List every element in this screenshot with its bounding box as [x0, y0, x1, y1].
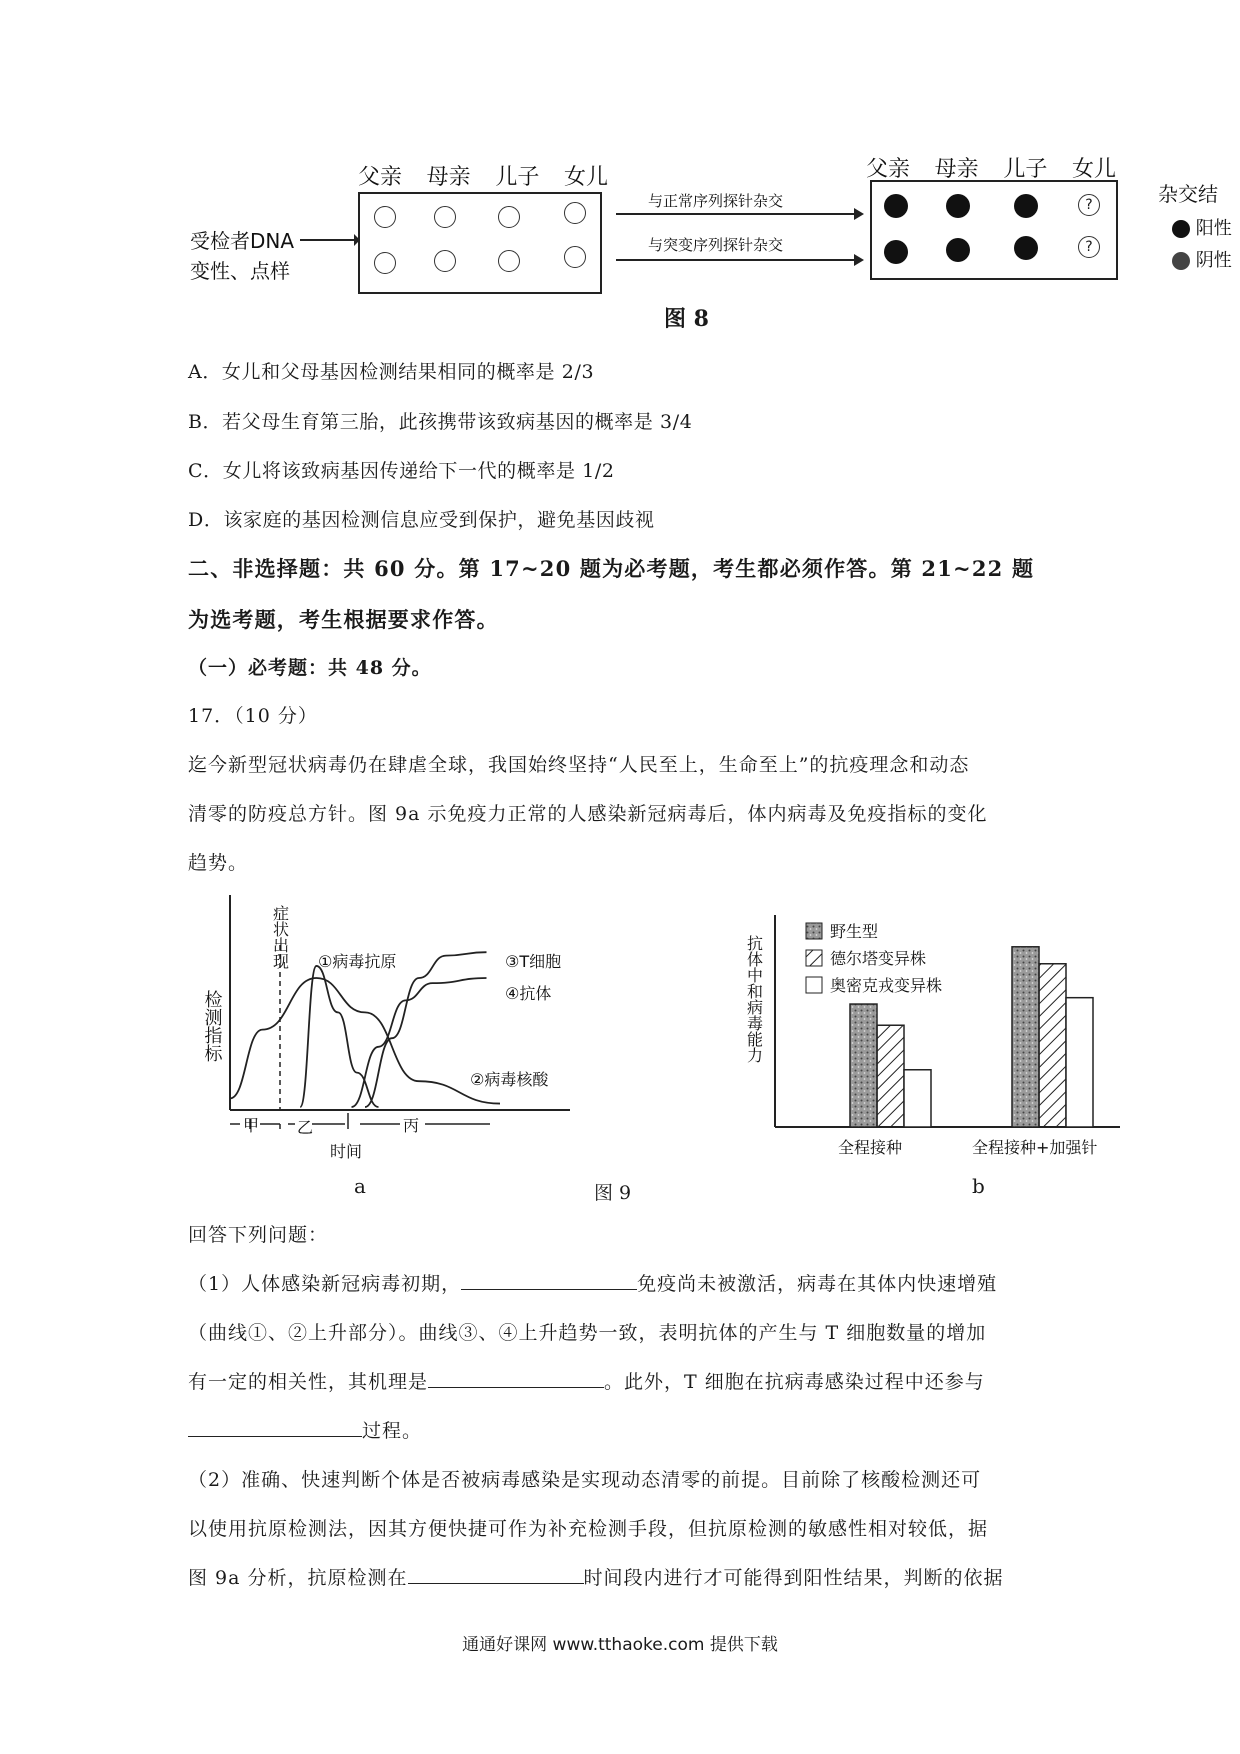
- legend-swatch-delta: [806, 950, 822, 966]
- sample-dot: [564, 202, 586, 224]
- curve-label-antigen: ①病毒抗原: [318, 952, 397, 971]
- q17-2-line1: （2）准确、快速判断个体是否被病毒感染是实现动态清零的前提。目前除了核酸检测还可: [188, 1469, 982, 1491]
- probe-mutant-label: 与突变序列探针杂交: [648, 236, 784, 254]
- result-membrane-right: [870, 180, 1118, 280]
- right-member-labels: [866, 152, 1116, 183]
- legend-negative-dot: [1172, 252, 1190, 270]
- bar-wild-type: [850, 1004, 877, 1127]
- text: 免疫尚未被激活，病毒在其体内快速增殖: [637, 1273, 998, 1295]
- curve-antibody: [352, 978, 487, 1107]
- legend-swatch-omicron: [806, 977, 822, 993]
- member-label: 儿子: [1003, 157, 1048, 182]
- input-arrow: [300, 230, 360, 250]
- member-label: 母亲: [426, 165, 471, 190]
- figure-8-caption: 图 8: [664, 306, 709, 332]
- positive-dot: [884, 194, 908, 218]
- member-label: 父亲: [866, 157, 911, 182]
- text: 图 9a 分析，抗原检测在: [188, 1567, 408, 1589]
- left-member-labels: [358, 160, 608, 191]
- period-label-jia: 甲: [243, 1116, 260, 1135]
- positive-dot: [946, 194, 970, 218]
- answer-blank[interactable]: [408, 1565, 584, 1584]
- positive-dot: [946, 238, 970, 262]
- option-c: C．女儿将该致病基因传递给下一代的概率是 1/2: [188, 460, 615, 482]
- figure-9b-chart: [740, 895, 1160, 1175]
- bar-wild-type: [1012, 947, 1039, 1127]
- member-label: 父亲: [358, 165, 403, 190]
- legend-label-delta: 德尔塔变异株: [830, 949, 927, 968]
- text: 过程。: [362, 1420, 423, 1442]
- legend-negative: [1172, 246, 1232, 272]
- q17-1-line2: （曲线①、②上升部分）。曲线③、④上升趋势一致，表明抗体的产生与 T 细胞数量的增加: [188, 1322, 987, 1344]
- q17-2-line2: 以使用抗原检测法，因其方便快捷可作为补充检测手段，但抗原检测的敏感性相对较低，据: [188, 1518, 989, 1540]
- q17-stem-line2: 清零的防疫总方针。图 9a 示免疫力正常的人感染新冠病毒后，体内病毒及免疫指标的变化: [188, 803, 988, 825]
- legend-positive-dot: [1172, 220, 1190, 238]
- category-label: 全程接种+加强针: [972, 1138, 1098, 1157]
- probe-mutant-arrow: [616, 252, 864, 268]
- text: 时间段内进行才可能得到阳性结果，判断的依据: [583, 1567, 1004, 1589]
- bar-delta: [1039, 964, 1066, 1127]
- section2-heading-line1: 二、非选择题：共 60 分。第 17~20 题为必考题，考生都必须作答。第 21~22 题: [188, 556, 1035, 581]
- positive-dot: [1014, 194, 1038, 218]
- sample-dot: [434, 206, 456, 228]
- q17-stem-line3: 趋势。: [188, 852, 249, 874]
- curve-label-t-cell: ③T细胞: [505, 952, 562, 971]
- figure-9b-label: b: [972, 1174, 985, 1198]
- y-axis-label: 检测指标: [201, 990, 223, 1062]
- sample-dot: [498, 250, 520, 272]
- answer-blank[interactable]: [188, 1418, 362, 1437]
- q17-1-line1: [188, 1269, 997, 1296]
- figure-9a-chart: [200, 895, 580, 1195]
- sample-dot: [434, 250, 456, 272]
- bar-group: [850, 947, 1093, 1127]
- member-label: 女儿: [1071, 157, 1116, 182]
- curve-antigen: [300, 966, 378, 1107]
- legend-label-wild: 野生型: [830, 922, 879, 941]
- legend-positive: [1172, 214, 1232, 240]
- unknown-dot: ?: [1078, 236, 1100, 258]
- q17-number: 17．（10 分）: [188, 705, 318, 727]
- unknown-dot: ?: [1078, 194, 1100, 216]
- y-axis-label: 抗体中和病毒能力: [744, 935, 764, 1063]
- text: 。此外，T 细胞在抗病毒感染过程中还参与: [604, 1371, 985, 1393]
- q17-stem-line1: 迄今新型冠状病毒仍在肆虐全球，我国始终坚持“人民至上，生命至上”的抗疫理念和动态: [188, 754, 970, 776]
- bar-omicron: [1066, 998, 1093, 1127]
- footer-download-note: 通通好课网 www.tthaoke.com 提供下载: [462, 1635, 778, 1655]
- legend-negative-label: 阴性: [1195, 250, 1232, 271]
- curve-label-antibody: ④抗体: [505, 984, 552, 1003]
- answer-intro: 回答下列问题：: [188, 1224, 329, 1246]
- curve-label-nucleic-acid: ②病毒核酸: [470, 1070, 549, 1089]
- curve-nucleic-acid: [230, 978, 500, 1104]
- q17-2-line3: [188, 1563, 1004, 1590]
- sample-dot: [374, 206, 396, 228]
- member-label: 母亲: [934, 157, 979, 182]
- q17-1-line4: [188, 1416, 422, 1443]
- sample-dot: [374, 252, 396, 274]
- option-d: D．该家庭的基因检测信息应受到保护，避免基因歧视: [188, 509, 655, 531]
- x-axis-label: 时间: [330, 1142, 363, 1161]
- section2-heading-line2: 为选考题，考生根据要求作答。: [188, 607, 499, 632]
- figure-9-caption: 图 9: [594, 1182, 632, 1204]
- option-b: B．若父母生育第三胎，此孩携带该致病基因的概率是 3/4: [188, 411, 693, 433]
- period-label-bing: 丙: [403, 1116, 420, 1135]
- member-label: 儿子: [495, 165, 540, 190]
- curve-t-cell: [365, 952, 487, 1107]
- answer-blank[interactable]: [461, 1271, 637, 1290]
- text: 有一定的相关性，其机理是: [188, 1371, 429, 1393]
- probe-normal-arrow: [616, 206, 864, 222]
- probe-normal-label: 与正常序列探针杂交: [648, 192, 784, 210]
- legend-label-omicron: 奥密克戎变异株: [830, 976, 943, 995]
- bar-delta: [877, 1025, 904, 1127]
- legend-positive-label: 阳性: [1195, 218, 1232, 239]
- result-legend-title: 杂交结: [1158, 182, 1218, 206]
- symptom-label: 症状出现: [270, 905, 290, 969]
- positive-dot: [884, 240, 908, 264]
- answer-blank[interactable]: [428, 1369, 604, 1388]
- member-label: 女儿: [563, 165, 608, 190]
- legend-swatch-wild: [806, 923, 822, 939]
- q17-1-line3: [188, 1367, 985, 1394]
- text: （1）人体感染新冠病毒初期，: [188, 1273, 462, 1295]
- input-label-2: 变性、点样: [190, 259, 290, 283]
- sample-membrane-left: [358, 192, 602, 294]
- curve-group: [230, 952, 500, 1107]
- option-a: A．女儿和父母基因检测结果相同的概率是 2/3: [188, 361, 595, 383]
- bar-omicron: [904, 1070, 931, 1127]
- category-label: 全程接种: [838, 1138, 903, 1157]
- section2-subheading: （一）必考题：共 48 分。: [188, 657, 432, 679]
- period-label-yi: 乙: [297, 1118, 314, 1137]
- sample-dot: [564, 246, 586, 268]
- figure-9a-label: a: [354, 1174, 366, 1198]
- positive-dot: [1014, 236, 1038, 260]
- input-label-1: 受检者DNA: [190, 229, 295, 253]
- sample-dot: [498, 206, 520, 228]
